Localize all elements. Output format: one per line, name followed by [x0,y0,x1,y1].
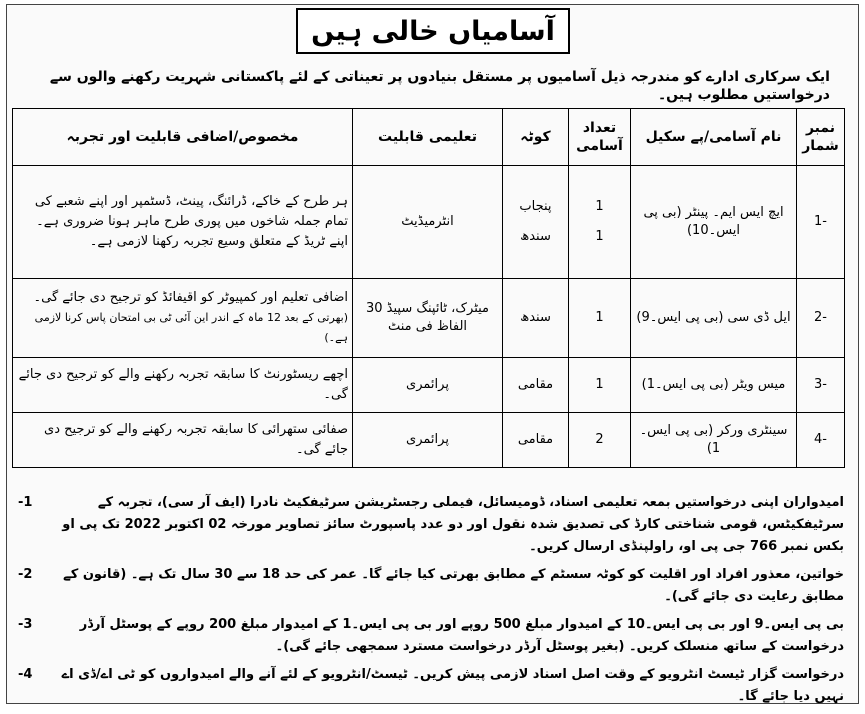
note-text: بی پی ایس۔9 اور بی پی ایس۔10 کے امیدوار مبلغ 500 روپے اور بی پی ایس۔1 کے امیدوار مبلغ 200 روپے کے پوسٹل آرڈر درخواست کے ساتھ منسلک کریں۔ (بغیر پوسٹل آرڈر درخواست مسترد سمجھی جائے گی)۔ [79,617,844,654]
row-requirements: ہر طرح کے خاکے، ڈرائنگ، پینٹ، ڈسٹمپر اور اپنے شعبے کی تمام جملہ شاخوں میں پوری طرح ماہر ہونا ضروری ہے۔ اپنے ٹریڈ کے متعلق وسیع تجربہ رکھنا لازمی ہے۔ [13,166,353,279]
row-requirements [13,279,353,358]
row-requirements: صفائی ستھرائی کا سابقہ تجربہ رکھنے والے کو ترجیح دی جائے گی۔ [13,413,353,468]
row-serial: -2 [797,279,845,358]
note-number: -2 [18,567,33,582]
instructions-list [12,492,844,714]
header-quota: کوٹہ [503,109,569,166]
table-header-row [13,109,845,166]
list-item [12,664,844,708]
row-count: 2 [569,413,631,468]
header-requirements: مخصوص/اضافی قابلیت اور تجربہ [13,109,353,166]
row-count: 1 [569,279,631,358]
table-row [13,358,845,413]
vacancies-table [12,108,845,468]
row-quota: مقامی [503,413,569,468]
row-post: ایل ڈی سی (بی پی ایس۔9) [631,279,797,358]
list-item [12,492,844,558]
row-requirements: اچھے ریسٹورنٹ کا سابقہ تجربہ رکھنے والے کو ترجیح دی جائے گی۔ [13,358,353,413]
header-serial: نمبر شمار [797,109,845,166]
header-count: تعداد آسامی [569,109,631,166]
table-row [13,413,845,468]
quota-value: پنجاب [519,199,552,214]
note-number: -1 [18,495,33,510]
header-post: نام آسامی/پے سکیل [631,109,797,166]
page-title: آسامیاں خالی ہیں [296,8,570,54]
note-number: -3 [18,617,33,632]
row-serial: -3 [797,358,845,413]
table-row [13,279,845,358]
requirements-text: اضافی تعلیم اور کمپیوٹر کو اقیفائڈ کو ترجیح دی جائے گی۔ [33,290,348,305]
row-education: انٹرمیڈیٹ [353,166,503,279]
quota-value: سندھ [520,229,551,244]
note-number: -4 [18,667,33,682]
row-post: میس ویٹر (بی پی ایس۔1) [631,358,797,413]
row-education: پرائمری [353,358,503,413]
row-education: پرائمری [353,413,503,468]
row-count [569,166,631,279]
count-value: 1 [595,199,604,214]
row-post: ایچ ایس ایم۔ پینٹر (بی پی ایس۔10) [631,166,797,279]
row-quota [503,166,569,279]
row-post: سینٹری ورکر (بی پی ایس۔1) [631,413,797,468]
row-serial: -4 [797,413,845,468]
intro-text: ایک سرکاری ادارے کو مندرجہ ذیل آسامیوں پر مستقل بنیادوں پر تعیناتی کے لئے پاکستانی شہریت رکھنے والوں سے درخواستیں مطلوب ہیں۔ [49,69,830,103]
row-serial: -1 [797,166,845,279]
requirements-note: (بھرتی کے بعد 12 ماہ کے اندر این آئی ٹی بی امتحان پاس کرنا لازمی ہے۔) [34,311,348,344]
row-count: 1 [569,358,631,413]
note-text: درخواست گزار ٹیسٹ انٹرویو کے وقت اصل اسناد لازمی پیش کریں۔ ٹیسٹ/انٹرویو کے لئے آنے والے امیدواروں کو ٹی اے/ڈی اے نہیں دیا جائے گا۔ [61,667,844,704]
note-text: خواتین، معذور افراد اور اقلیت کو کوٹہ سسٹم کے مطابق بھرتی کیا جائے گا۔ عمر کی حد 18 سے 30 سال تک ہے۔ (قانون کے مطابق رعایت دی جائے گی)۔ [63,567,844,604]
count-value: 1 [595,229,604,244]
row-quota: سندھ [503,279,569,358]
list-item [12,614,844,658]
row-quota: مقامی [503,358,569,413]
row-education: میٹرک، ٹائپنگ سپیڈ 30 الفاظ فی منٹ [353,279,503,358]
note-text: امیدواران اپنی درخواستیں بمعہ تعلیمی اسناد، ڈومیسائل، فیملی رجسٹریشن سرٹیفکیٹ نادرا (ایف آر سی)، تجربہ کے سرٹیفکیٹس، قومی شناختی کارڈ کی تصدیق شدہ نقول اور دو عدد پاسپورٹ سائز تصاویر مورخہ 02 اکتوبر 2022 تک پی او بکس نمبر 766 جی پی او، راولپنڈی ارسال کریں۔ [62,495,844,554]
header-education: تعلیمی قابلیت [353,109,503,166]
list-item [12,564,844,608]
table-row [13,166,845,279]
